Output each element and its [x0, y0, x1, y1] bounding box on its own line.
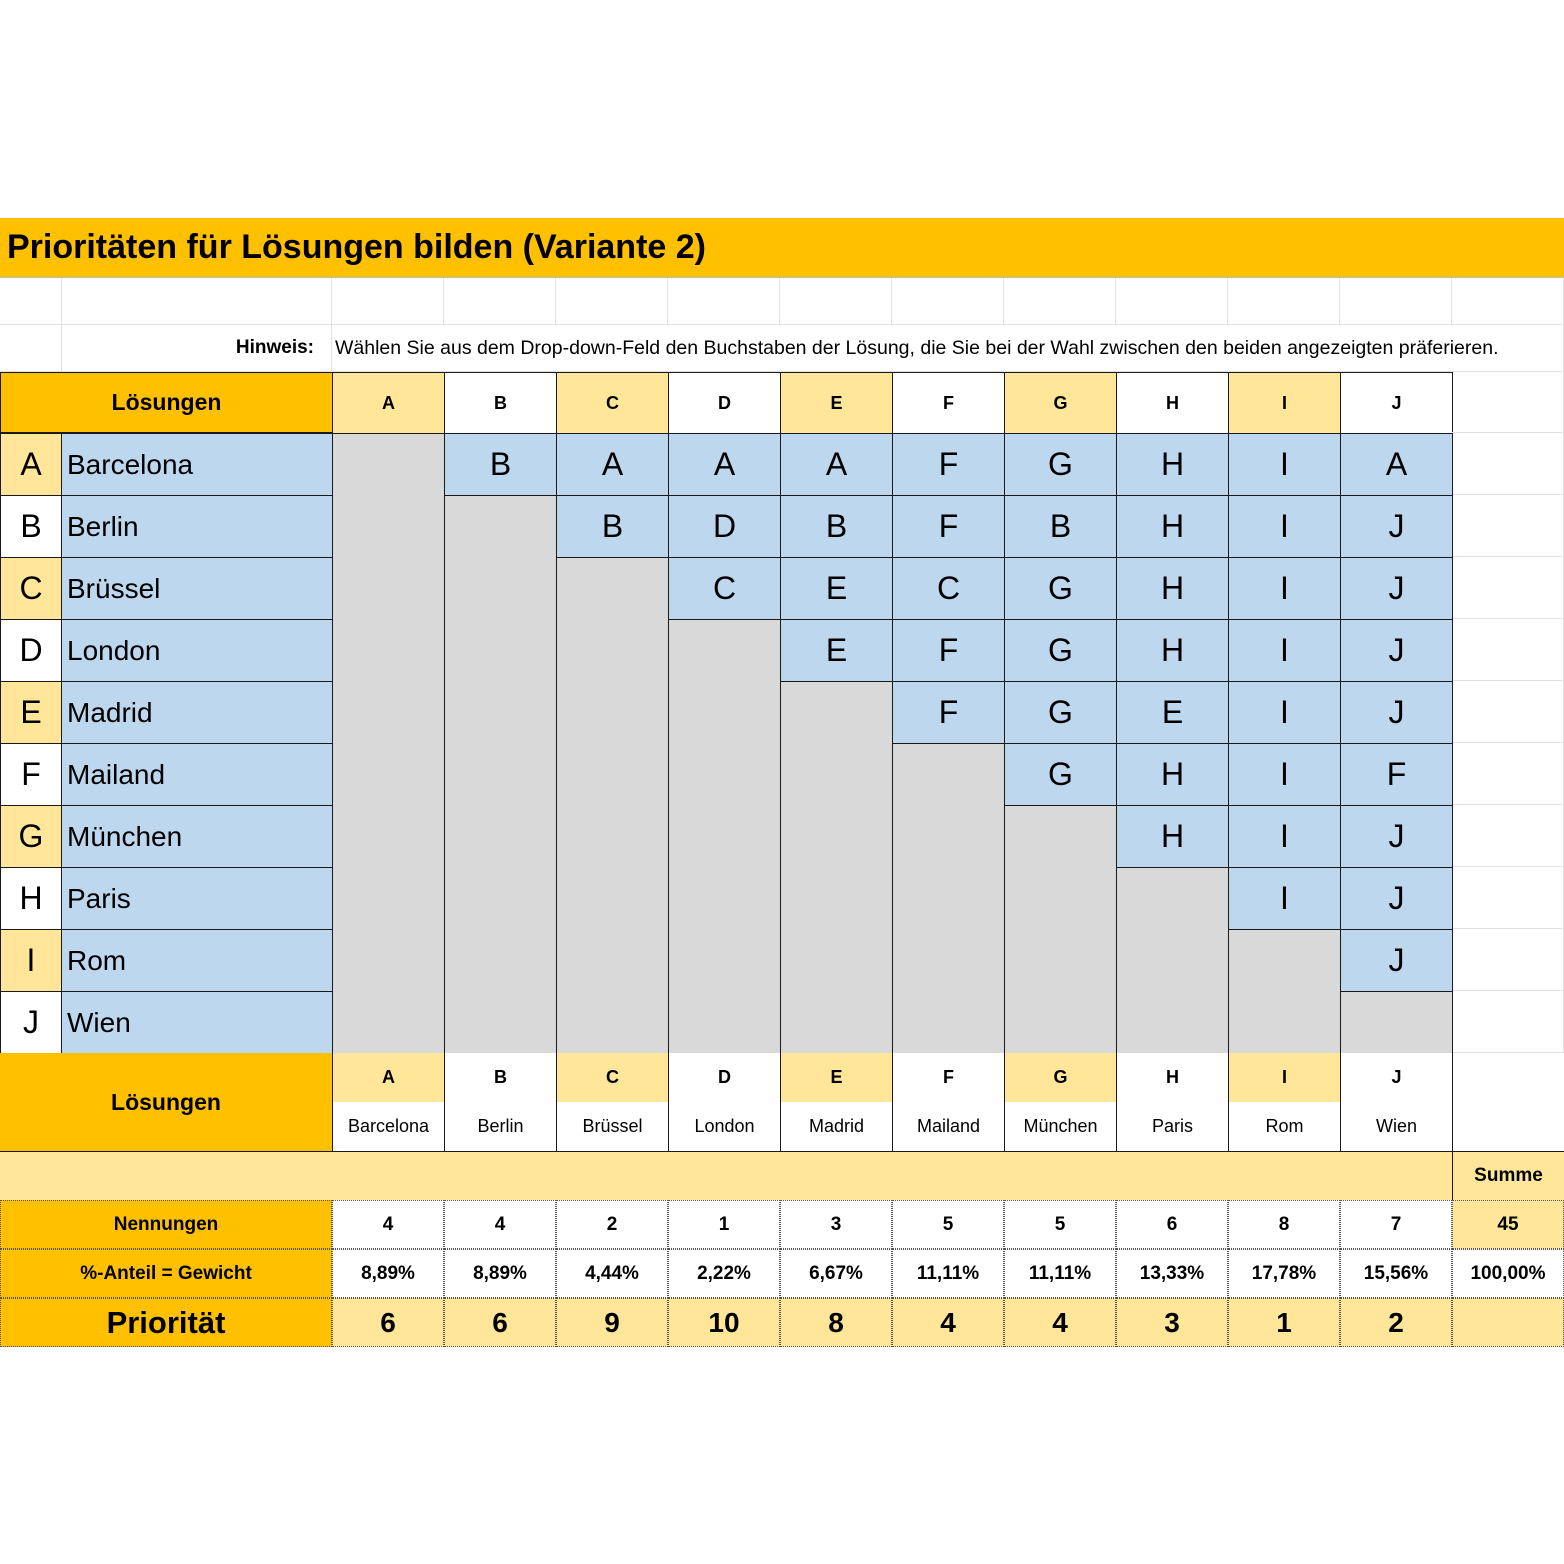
- footer-letter-i: I: [1228, 1053, 1340, 1102]
- blocked-cell: [1116, 867, 1229, 1054]
- empty-cell[interactable]: [556, 278, 668, 325]
- priority-value: 2: [1340, 1298, 1452, 1347]
- row-letter-h: H: [0, 867, 62, 930]
- choice-dropdown[interactable]: G: [1004, 557, 1117, 620]
- column-header-g: G: [1004, 372, 1117, 434]
- anteil-value: 6,67%: [780, 1249, 892, 1298]
- blocked-cell: [1228, 929, 1341, 1054]
- blocked-cell: [556, 557, 669, 1054]
- choice-dropdown[interactable]: B: [780, 495, 893, 558]
- empty-cell[interactable]: [0, 325, 62, 372]
- column-header-i: I: [1228, 372, 1341, 434]
- column-header-a: A: [332, 372, 445, 434]
- priority-value: 6: [444, 1298, 556, 1347]
- anteil-value: 11,11%: [1004, 1249, 1116, 1298]
- anteil-value: 13,33%: [1116, 1249, 1228, 1298]
- blocked-cell: [1004, 805, 1117, 1054]
- anteil-label: %-Anteil = Gewicht: [0, 1249, 332, 1298]
- choice-dropdown[interactable]: C: [668, 557, 781, 620]
- choice-dropdown[interactable]: J: [1340, 557, 1453, 620]
- choice-dropdown[interactable]: H: [1116, 619, 1229, 682]
- nennungen-value: 7: [1340, 1200, 1452, 1249]
- anteil-value: 2,22%: [668, 1249, 780, 1298]
- choice-dropdown[interactable]: F: [892, 681, 1005, 744]
- spreadsheet: [0, 218, 1564, 1348]
- nennungen-value: 6: [1116, 1200, 1228, 1249]
- blocked-cell: [444, 495, 557, 1054]
- choice-dropdown[interactable]: J: [1340, 929, 1453, 992]
- nennungen-sum: 45: [1452, 1200, 1564, 1249]
- footer-letter-c: C: [556, 1053, 668, 1102]
- row-letter-e: E: [0, 681, 62, 744]
- footer-city-c: Brüssel: [556, 1102, 668, 1151]
- footer-letter-e: E: [780, 1053, 892, 1102]
- empty-cell[interactable]: [1452, 929, 1564, 991]
- anteil-value: 15,56%: [1340, 1249, 1452, 1298]
- row-name-b: Berlin: [61, 495, 333, 558]
- empty-cell[interactable]: [1452, 557, 1564, 619]
- nennungen-value: 2: [556, 1200, 668, 1249]
- choice-dropdown[interactable]: I: [1228, 743, 1341, 806]
- choice-dropdown[interactable]: B: [556, 495, 669, 558]
- choice-dropdown[interactable]: A: [556, 433, 669, 496]
- page-title: Prioritäten für Lösungen bilden (Variante 2): [0, 218, 1564, 278]
- column-header-c: C: [556, 372, 669, 434]
- choice-dropdown[interactable]: I: [1228, 619, 1341, 682]
- priority-value: 10: [668, 1298, 780, 1347]
- row-name-j: Wien: [61, 991, 333, 1054]
- choice-dropdown[interactable]: J: [1340, 619, 1453, 682]
- choice-dropdown[interactable]: I: [1228, 805, 1341, 868]
- choice-dropdown[interactable]: D: [668, 495, 781, 558]
- choice-dropdown[interactable]: H: [1116, 805, 1229, 868]
- blocked-cell: [668, 619, 781, 1054]
- anteil-value: 11,11%: [892, 1249, 1004, 1298]
- row-letter-j: J: [0, 991, 62, 1054]
- empty-cell[interactable]: [444, 278, 556, 325]
- choice-dropdown[interactable]: E: [780, 619, 893, 682]
- choice-dropdown[interactable]: J: [1340, 867, 1453, 930]
- empty-cell[interactable]: [1452, 867, 1564, 929]
- priority-value: 6: [332, 1298, 444, 1347]
- footer-city-e: Madrid: [780, 1102, 892, 1151]
- footer-city-f: Mailand: [892, 1102, 1004, 1151]
- hint-text: Wählen Sie aus dem Drop-down-Feld den Buchstaben der Lösung, die Sie bei der Wahl zwischen den beiden angezeigten präferieren.: [332, 325, 1564, 372]
- empty-cell[interactable]: [0, 278, 62, 325]
- footer-letter-h: H: [1116, 1053, 1228, 1102]
- choice-dropdown[interactable]: H: [1116, 557, 1229, 620]
- row-letter-c: C: [0, 557, 62, 620]
- choice-dropdown[interactable]: F: [892, 619, 1005, 682]
- choice-dropdown[interactable]: G: [1004, 681, 1117, 744]
- footer-city-h: Paris: [1116, 1102, 1228, 1151]
- column-header-f: F: [892, 372, 1005, 434]
- choice-dropdown[interactable]: I: [1228, 681, 1341, 744]
- row-name-f: Mailand: [61, 743, 333, 806]
- choice-dropdown[interactable]: G: [1004, 619, 1117, 682]
- choice-dropdown[interactable]: G: [1004, 743, 1117, 806]
- blocked-cell: [332, 433, 445, 1054]
- empty-cell[interactable]: [1228, 278, 1340, 325]
- anteil-value: 4,44%: [556, 1249, 668, 1298]
- choice-dropdown[interactable]: J: [1340, 495, 1453, 558]
- nennungen-value: 8: [1228, 1200, 1340, 1249]
- priority-sum-empty: [1452, 1298, 1564, 1347]
- footer-city-d: London: [668, 1102, 780, 1151]
- footer-letter-f: F: [892, 1053, 1004, 1102]
- empty-cell[interactable]: [1452, 743, 1564, 805]
- footer-city-g: München: [1004, 1102, 1116, 1151]
- empty-cell[interactable]: [1340, 278, 1452, 325]
- priority-value: 8: [780, 1298, 892, 1347]
- choice-dropdown[interactable]: H: [1116, 495, 1229, 558]
- row-name-a: Barcelona: [61, 433, 333, 496]
- empty-cell[interactable]: [332, 278, 444, 325]
- footer-letter-g: G: [1004, 1053, 1116, 1102]
- row-name-c: Brüssel: [61, 557, 333, 620]
- blocked-cell: [892, 743, 1005, 1054]
- summary-band: [0, 1151, 1452, 1200]
- empty-cell[interactable]: [1452, 991, 1564, 1053]
- footer-letter-b: B: [444, 1053, 556, 1102]
- anteil-value: 8,89%: [444, 1249, 556, 1298]
- column-header-h: H: [1116, 372, 1229, 434]
- nennungen-value: 3: [780, 1200, 892, 1249]
- blocked-cell: [1340, 991, 1453, 1054]
- row-name-h: Paris: [61, 867, 333, 930]
- nennungen-value: 5: [892, 1200, 1004, 1249]
- row-letter-d: D: [0, 619, 62, 682]
- solutions-footer-header: Lösungen: [0, 1053, 332, 1151]
- priority-value: 4: [892, 1298, 1004, 1347]
- priority-value: 9: [556, 1298, 668, 1347]
- column-header-e: E: [780, 372, 893, 434]
- empty-cell[interactable]: [668, 278, 780, 325]
- column-header-d: D: [668, 372, 781, 434]
- empty-cell[interactable]: [1452, 495, 1564, 557]
- row-letter-b: B: [0, 495, 62, 558]
- nennungen-value: 4: [332, 1200, 444, 1249]
- row-name-g: München: [61, 805, 333, 868]
- nennungen-value: 1: [668, 1200, 780, 1249]
- empty-cell[interactable]: [1452, 278, 1564, 325]
- anteil-sum: 100,00%: [1452, 1249, 1564, 1298]
- empty-cell[interactable]: [1452, 433, 1564, 495]
- choice-dropdown[interactable]: F: [1340, 743, 1453, 806]
- choice-dropdown[interactable]: I: [1228, 495, 1341, 558]
- row-letter-f: F: [0, 743, 62, 806]
- footer-letter-j: J: [1340, 1053, 1452, 1102]
- choice-dropdown[interactable]: A: [668, 433, 781, 496]
- choice-dropdown[interactable]: I: [1228, 557, 1341, 620]
- empty-cell[interactable]: [1452, 681, 1564, 743]
- nennungen-label: Nennungen: [0, 1200, 332, 1249]
- footer-city-b: Berlin: [444, 1102, 556, 1151]
- choice-dropdown[interactable]: F: [892, 495, 1005, 558]
- solutions-header: Lösungen: [0, 372, 332, 433]
- footer-city-a: Barcelona: [332, 1102, 444, 1151]
- choice-dropdown[interactable]: I: [1228, 433, 1341, 496]
- choice-dropdown[interactable]: E: [780, 557, 893, 620]
- empty-cell[interactable]: [1452, 805, 1564, 867]
- priority-label: Priorität: [0, 1298, 332, 1347]
- column-header-j: J: [1340, 372, 1453, 434]
- empty-cell[interactable]: [1452, 372, 1564, 433]
- footer-letter-a: A: [332, 1053, 444, 1102]
- choice-dropdown[interactable]: G: [1004, 433, 1117, 496]
- anteil-value: 17,78%: [1228, 1249, 1340, 1298]
- row-letter-g: G: [0, 805, 62, 868]
- choice-dropdown[interactable]: I: [1228, 867, 1341, 930]
- row-name-i: Rom: [61, 929, 333, 992]
- choice-dropdown[interactable]: H: [1116, 743, 1229, 806]
- choice-dropdown[interactable]: J: [1340, 681, 1453, 744]
- choice-dropdown[interactable]: F: [892, 433, 1005, 496]
- footer-city-j: Wien: [1340, 1102, 1452, 1151]
- row-letter-i: I: [0, 929, 62, 992]
- nennungen-value: 4: [444, 1200, 556, 1249]
- priority-value: 1: [1228, 1298, 1340, 1347]
- choice-dropdown[interactable]: H: [1116, 433, 1229, 496]
- choice-dropdown[interactable]: A: [1340, 433, 1453, 496]
- empty-cell[interactable]: [892, 278, 1004, 325]
- anteil-value: 8,89%: [332, 1249, 444, 1298]
- empty-cell[interactable]: [1116, 278, 1228, 325]
- hint-label: Hinweis:: [62, 325, 332, 372]
- blocked-cell: [780, 681, 893, 1054]
- empty-cell[interactable]: [1004, 278, 1116, 325]
- row-name-e: Madrid: [61, 681, 333, 744]
- empty-cell[interactable]: [1452, 1053, 1564, 1151]
- footer-letter-d: D: [668, 1053, 780, 1102]
- priority-value: 3: [1116, 1298, 1228, 1347]
- choice-dropdown[interactable]: C: [892, 557, 1005, 620]
- empty-cell[interactable]: [1452, 619, 1564, 681]
- empty-cell[interactable]: [62, 278, 332, 325]
- column-header-b: B: [444, 372, 557, 434]
- choice-dropdown[interactable]: A: [780, 433, 893, 496]
- choice-dropdown[interactable]: B: [444, 433, 557, 496]
- priority-value: 4: [1004, 1298, 1116, 1347]
- choice-dropdown[interactable]: E: [1116, 681, 1229, 744]
- empty-cell[interactable]: [780, 278, 892, 325]
- choice-dropdown[interactable]: J: [1340, 805, 1453, 868]
- row-name-d: London: [61, 619, 333, 682]
- footer-city-i: Rom: [1228, 1102, 1340, 1151]
- sum-header: Summe: [1452, 1151, 1564, 1200]
- nennungen-value: 5: [1004, 1200, 1116, 1249]
- row-letter-a: A: [0, 433, 62, 496]
- choice-dropdown[interactable]: B: [1004, 495, 1117, 558]
